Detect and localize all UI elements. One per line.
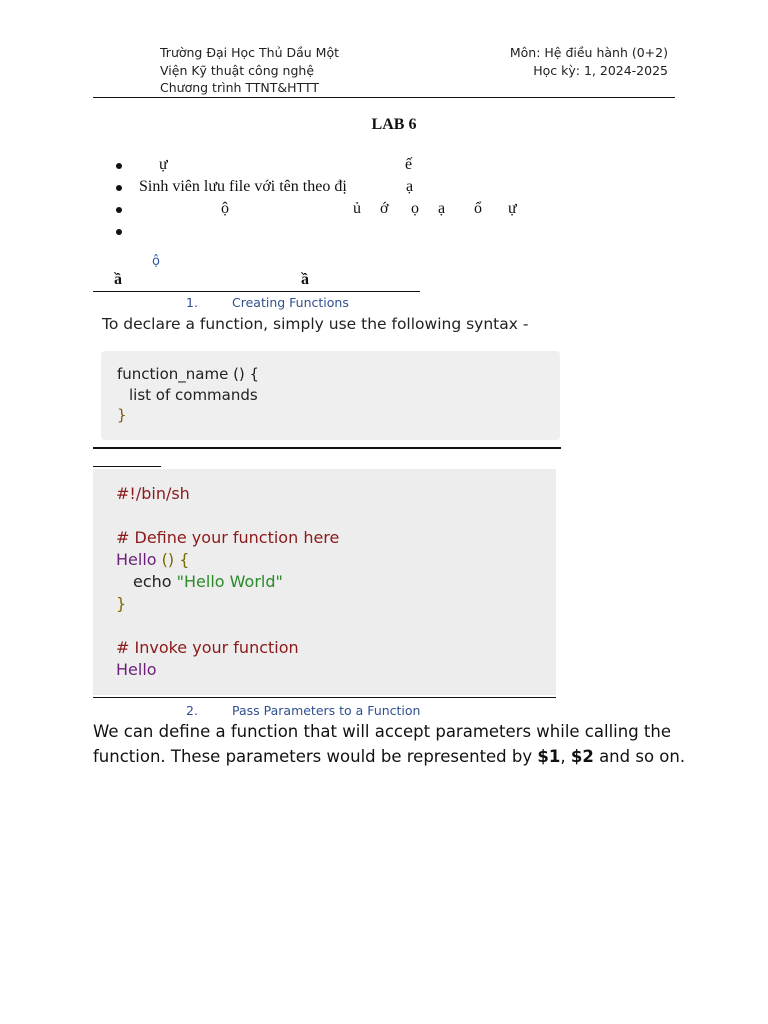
param-token: $1 bbox=[537, 746, 561, 766]
program-name: Chương trình TTNT&HTTT bbox=[160, 80, 320, 95]
text-fragment: ộ bbox=[221, 200, 229, 217]
code-function-call: Hello bbox=[116, 660, 157, 679]
bullet-dot-icon bbox=[116, 229, 122, 235]
list-item-text: Sinh viên lưu file với tên theo đị bbox=[139, 178, 347, 195]
code-comment: # Define your function here bbox=[116, 528, 340, 547]
paragraph-text: , bbox=[560, 746, 571, 766]
example-code-block bbox=[93, 469, 556, 695]
text-fragment: ạ bbox=[406, 178, 414, 195]
code-command: echo bbox=[133, 572, 177, 591]
text-fragment: ự bbox=[508, 200, 517, 217]
syntax-code-block bbox=[101, 351, 560, 440]
page-title: LAB 6 bbox=[371, 116, 417, 133]
code-brace: () { bbox=[156, 550, 190, 569]
section-number: 1. bbox=[186, 295, 198, 310]
institute-name: Viện Kỹ thuật công nghệ bbox=[160, 62, 315, 78]
param-token: $2 bbox=[570, 746, 594, 766]
text-fragment: ự bbox=[159, 156, 168, 173]
heading-fragment: ầ bbox=[301, 271, 309, 288]
section-title: Pass Parameters to a Function bbox=[232, 703, 421, 718]
code-function-name: Hello bbox=[116, 550, 157, 569]
short-divider bbox=[93, 466, 161, 467]
code-line: list of commands bbox=[129, 386, 258, 404]
university-name: Trường Đại Học Thủ Dầu Một bbox=[160, 45, 339, 60]
intro-text: To declare a function, simply use the following syntax - bbox=[102, 315, 529, 333]
text-fragment: ế bbox=[405, 156, 413, 173]
section-divider bbox=[93, 291, 420, 292]
code-brace: } bbox=[116, 594, 127, 613]
bullet-dot-icon bbox=[116, 185, 122, 191]
bullet-dot-icon bbox=[116, 163, 122, 169]
section-divider bbox=[93, 697, 556, 698]
section-title: Creating Functions bbox=[232, 295, 349, 310]
text-fragment: ủ bbox=[353, 200, 361, 217]
body-paragraph bbox=[93, 720, 693, 769]
code-line bbox=[116, 550, 189, 569]
paragraph-text: We can define a function that will accept parameters while calling the function. These parameters would be represented by bbox=[93, 722, 671, 766]
code-string: "Hello World" bbox=[176, 572, 283, 591]
heading-fragment: ầ bbox=[114, 271, 122, 288]
code-line bbox=[133, 572, 283, 591]
heading-fragment: ộ bbox=[152, 254, 160, 269]
code-comment: # Invoke your function bbox=[116, 638, 299, 657]
bullet-dot-icon bbox=[116, 207, 122, 213]
header-divider bbox=[93, 97, 675, 98]
code-text: function_name () { bbox=[117, 365, 260, 383]
header-right bbox=[510, 44, 668, 79]
code-shebang: #!/bin/sh bbox=[116, 484, 190, 503]
code-brace: } bbox=[117, 406, 127, 424]
code-line bbox=[117, 406, 127, 424]
header-left bbox=[160, 44, 339, 97]
course-name: Môn: Hệ điều hành (0+2) bbox=[509, 45, 668, 60]
text-fragment: ổ bbox=[474, 200, 482, 217]
text-fragment: ọ bbox=[411, 200, 419, 217]
text-fragment: ạ bbox=[438, 200, 446, 217]
paragraph-text: and so on. bbox=[593, 746, 686, 766]
text-fragment: ớ bbox=[380, 200, 389, 217]
code-line bbox=[117, 365, 259, 383]
code-divider bbox=[93, 447, 561, 449]
section-number: 2. bbox=[186, 703, 198, 718]
semester: Học kỳ: 1, 2024-2025 bbox=[533, 62, 668, 78]
